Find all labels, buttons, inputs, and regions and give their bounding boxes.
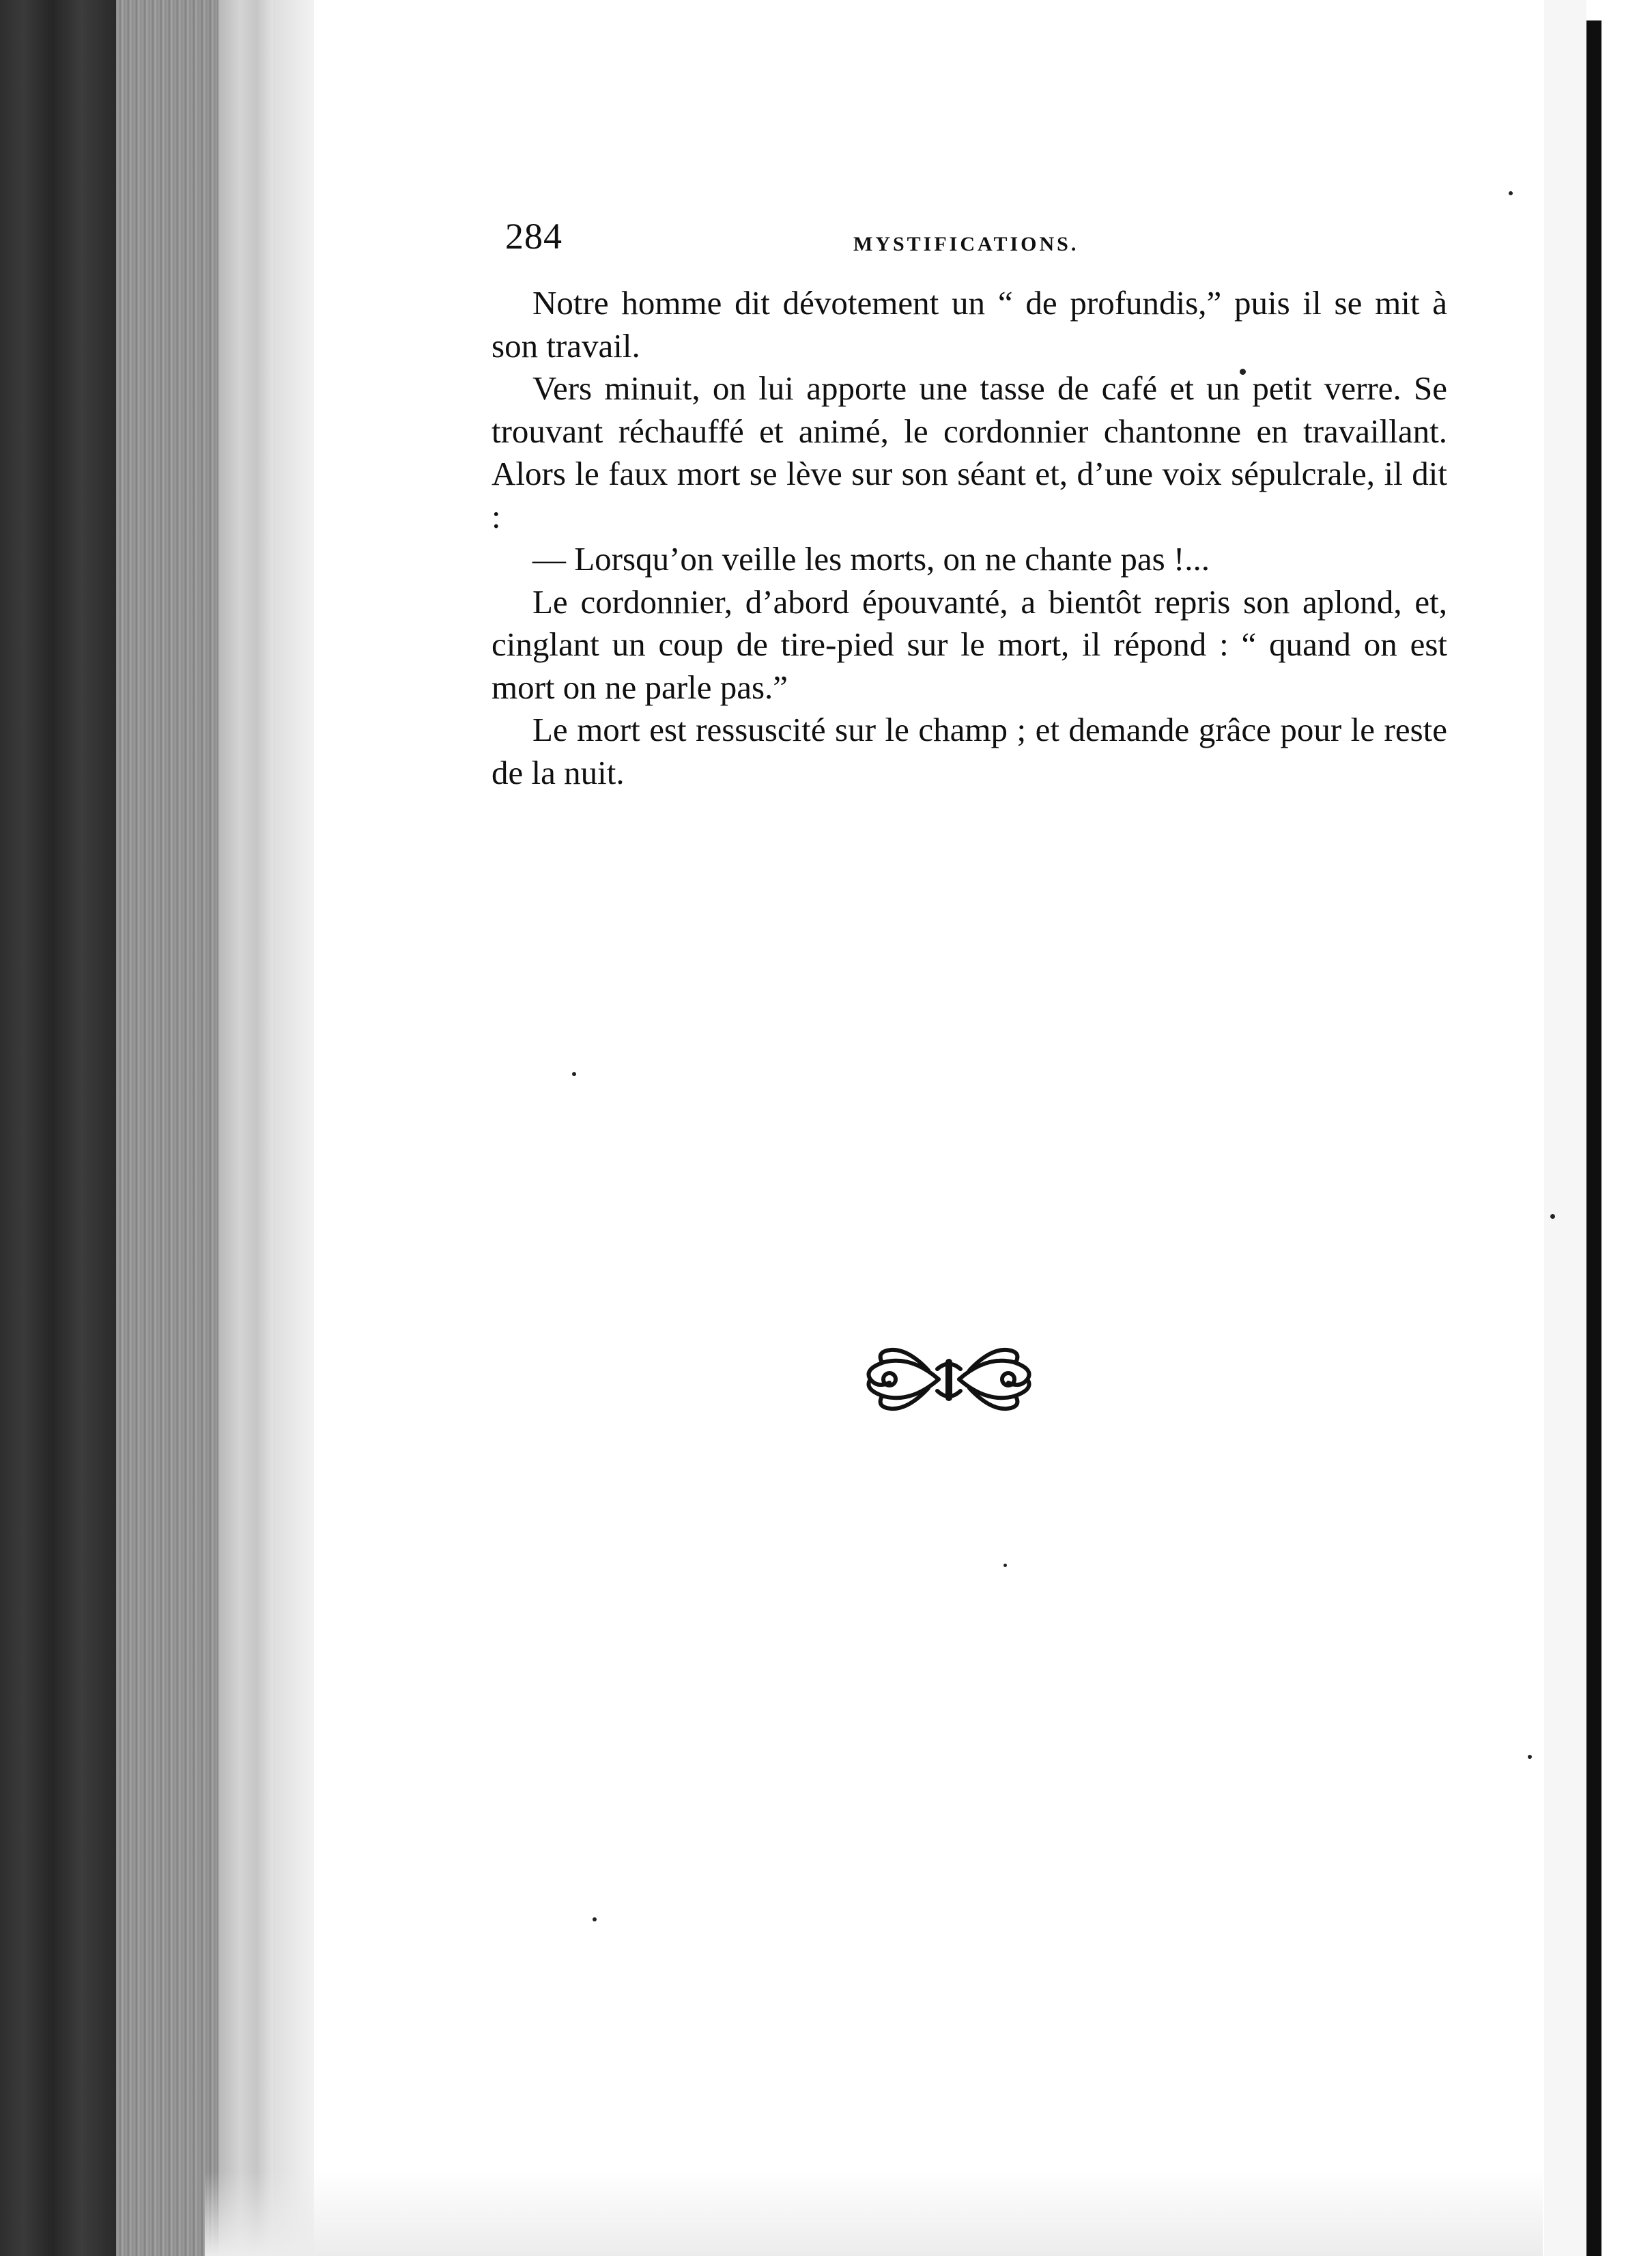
book-edge-pages: [116, 0, 218, 2256]
book-edge-fade: [273, 0, 314, 2256]
book-edge-dark: [0, 0, 116, 2256]
dust-speck: [572, 1072, 576, 1076]
paragraph: Le cordonnier, d’abord épouvanté, a bientôt repris son aplond, et, cinglant un coup de tire-pied sur le mort, il répond : “ quand on est mort on ne parle pas.”: [492, 582, 1447, 706]
dust-speck: [1528, 1755, 1532, 1759]
dust-speck: [593, 1917, 597, 1921]
running-head: [492, 208, 1447, 263]
paragraph: Vers minuit, on lui apporte une tasse de café et un petit verre. Se trouvant réchauffé et animé, le cordonnier chantonne en travaillant. Alors le faux mort se lève sur son séant et, d’une voix sépulcrale, il dit :: [492, 369, 1447, 535]
right-border-bar: [1586, 20, 1601, 2256]
bottom-shade: [205, 2171, 1543, 2256]
floral-tailpiece-icon: [857, 1342, 1041, 1417]
body-text: [492, 282, 1447, 794]
paragraph: Le mort est ressuscité sur le champ ; et demande grâce pour le reste de la nuit.: [492, 711, 1447, 791]
next-page-sliver: [1601, 0, 1652, 2256]
text-page: [492, 208, 1447, 794]
running-title: MYSTIFICATIONS.: [853, 233, 1079, 255]
dust-speck: [1509, 191, 1513, 195]
book-edge-light: [218, 0, 273, 2256]
right-margin: [1544, 0, 1586, 2256]
dust-speck: [1550, 1214, 1555, 1219]
page-number: 284: [505, 216, 562, 257]
dust-speck: [1003, 1564, 1007, 1567]
paragraph: — Lorsqu’on veille les morts, on ne chante pas !...: [532, 540, 1210, 578]
paragraph: Notre homme dit dévotement un “ de profundis,” puis il se mit à son travail.: [492, 284, 1447, 365]
